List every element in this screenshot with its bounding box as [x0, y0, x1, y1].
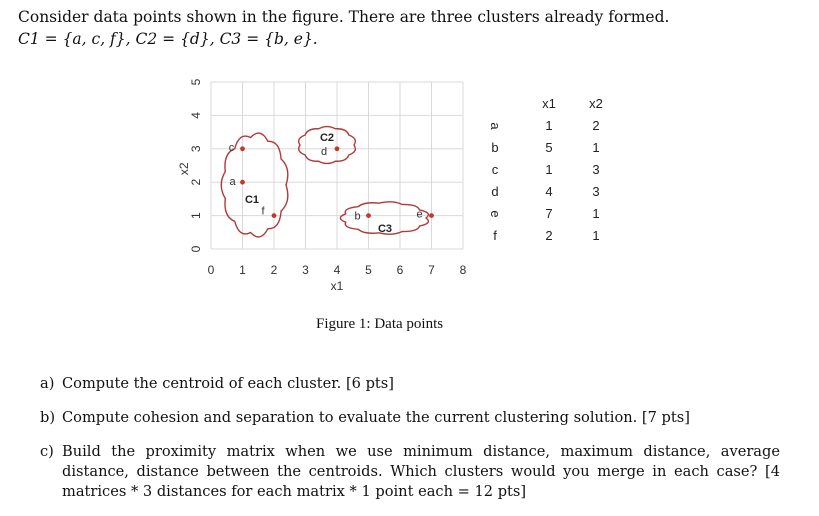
x-tick-label: 3 — [302, 263, 309, 277]
question-a — [40, 374, 780, 394]
x-tick-label: 4 — [333, 263, 341, 277]
data-point-label-a: a — [229, 176, 236, 189]
table-row-label-f: f — [493, 228, 497, 243]
table-cell-x1-d: 4 — [545, 184, 553, 199]
question-list — [40, 374, 780, 516]
figure-caption: Figure 1: Data points — [316, 316, 444, 332]
x-tick-label: 2 — [270, 263, 278, 277]
x-tick-label: 7 — [428, 263, 435, 277]
table-cell-x2-b: 1 — [592, 140, 600, 155]
y-tick-label: 0 — [189, 245, 203, 253]
table-row-label-b: b — [491, 140, 499, 155]
table-row-label-c: c — [491, 162, 499, 177]
data-point-label-e: e — [416, 208, 423, 221]
question-c-text: Build the proximity matrix when we use minimum distance, maximum distance, average distance, distance between the centroids. Which clusters would you merge in each case? [4 matrices * 3 distances for each matrix * 1 point each = 12 pts] — [62, 443, 780, 500]
y-tick-label: 1 — [189, 212, 203, 219]
table-cell-x2-a: 2 — [592, 118, 600, 133]
data-point-f — [272, 213, 277, 218]
table-cell-x2-d: 3 — [592, 184, 600, 199]
data-point-label-f: f — [261, 205, 265, 218]
y-axis-label: x2 — [177, 162, 191, 176]
table-cell-x1-f: 2 — [545, 228, 553, 243]
question-b-text: Compute cohesion and separation to evaluate the current clustering solution. [7 pts] — [62, 409, 690, 426]
question-b — [40, 408, 780, 428]
x-tick-label: 6 — [396, 263, 404, 277]
data-point-label-d: d — [320, 145, 328, 158]
data-point-c — [240, 146, 245, 151]
table-cell-x1-c: 1 — [545, 162, 553, 177]
intro-line-2: C1 = {a, c, f}, C2 = {d}, C3 = {b, e}. — [18, 30, 318, 48]
table-cell-x1-e: 7 — [545, 206, 553, 221]
data-point-d — [335, 146, 340, 151]
y-tick-label: 2 — [189, 178, 203, 186]
cluster-c3-label: C3 — [377, 223, 393, 235]
table-cell-x1-a: 1 — [545, 118, 553, 133]
question-c-label: c) — [40, 443, 54, 460]
data-point-a — [240, 180, 245, 185]
data-table — [488, 96, 603, 243]
x-tick-label: 5 — [365, 263, 372, 277]
question-c — [40, 442, 780, 502]
table-cell-x2-c: 3 — [592, 162, 600, 177]
table-row-label-d: d — [491, 184, 499, 199]
table-header-x1: x1 — [542, 96, 556, 111]
question-b-label: b) — [40, 409, 56, 426]
data-point-e — [429, 213, 434, 218]
y-tick-label: 4 — [189, 112, 203, 119]
table-cell-x1-b: 5 — [545, 140, 553, 155]
question-a-text: Compute the centroid of each cluster. [6 pts] — [62, 375, 394, 392]
x-tick-label: 0 — [207, 263, 215, 277]
x-tick-label: 1 — [239, 263, 246, 277]
y-tick-label: 5 — [189, 78, 203, 86]
x-tick-label: 8 — [459, 263, 467, 277]
table-cell-x2-f: 1 — [592, 228, 600, 243]
data-point-label-c: c — [228, 141, 235, 154]
table-row-label-a: a — [488, 122, 503, 130]
plot-axes — [177, 78, 467, 293]
cluster-c1-label: C1 — [244, 194, 260, 206]
cluster-c2-label: C2 — [319, 132, 335, 144]
table-row-label-e: e — [488, 210, 503, 218]
intro-line-1: Consider data points shown in the figure. There are three clusters already formed. — [18, 8, 670, 26]
y-tick-label: 3 — [189, 145, 203, 153]
table-cell-x2-e: 1 — [592, 206, 600, 221]
x-axis-label: x1 — [330, 279, 344, 293]
data-point-label-b: b — [354, 210, 361, 223]
data-point-b — [366, 213, 371, 218]
question-a-label: a) — [40, 375, 55, 392]
table-header-x2: x2 — [589, 96, 603, 111]
